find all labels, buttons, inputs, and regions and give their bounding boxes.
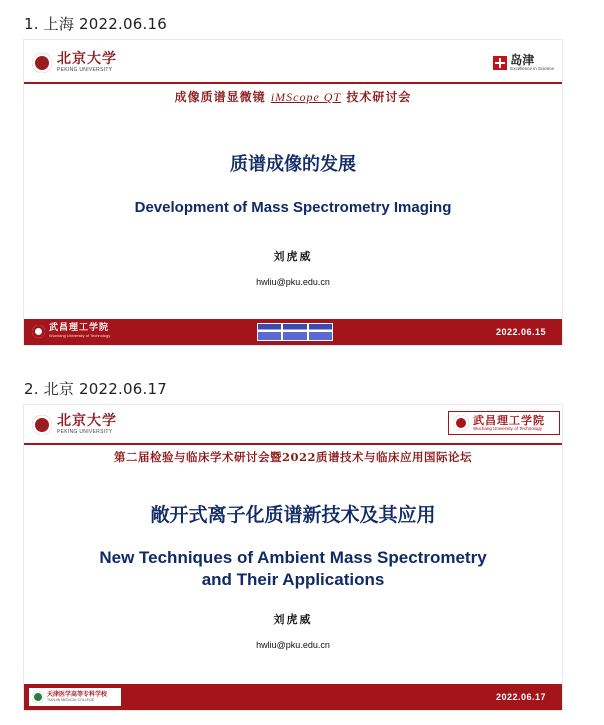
slide-title-en-line1: New Techniques of Ambient Mass Spectrometry: [99, 548, 487, 567]
wuchang-logo: [448, 411, 560, 435]
pku-seal-icon: [32, 53, 52, 73]
tianjin-seal-icon: [32, 691, 44, 703]
section-1-heading: 1. 上海 2022.06.16: [24, 15, 167, 33]
slide-thumbnails: [257, 323, 333, 341]
wuchang-seal-icon: [32, 325, 45, 338]
pku-logo: [32, 52, 117, 73]
footer-logo-en: Wuchang University of Technology: [49, 333, 111, 338]
shimadzu-name: 岛津: [510, 53, 535, 67]
author-email: hwliu@pku.edu.cn: [256, 640, 330, 650]
wuchang-name-cn: 武昌理工学院: [473, 413, 545, 427]
conference-pre: 成像质谱显微镜: [174, 90, 271, 104]
conference-name: 第二届检验与临床学术研讨会暨2022质谱技术与临床应用国际论坛: [113, 450, 472, 464]
pku-logo: [32, 414, 117, 435]
pku-name-en: PEKING UNIVERSITY: [57, 429, 113, 435]
conference-name: [24, 88, 562, 105]
pku-seal-icon: [32, 415, 52, 435]
pku-name-cn: 北京大学: [57, 51, 117, 67]
footer-logo: [32, 324, 110, 338]
tianjin-name-en: TIANJIN MEDICAL COLLEGE: [47, 697, 95, 702]
header-rule: [24, 443, 562, 445]
pku-name-en: PEKING UNIVERSITY: [57, 67, 113, 73]
author-email: hwliu@pku.edu.cn: [256, 277, 330, 287]
pku-name-cn: 北京大学: [57, 413, 117, 429]
tianjin-logo: [29, 688, 121, 706]
conference-italic: iMScope QT: [270, 90, 342, 104]
shimadzu-logo: [493, 54, 554, 72]
shimadzu-tagline: Excellence in Science: [510, 66, 554, 71]
section-2-heading: 2. 北京 2022.06.17: [24, 380, 167, 398]
slide-title-cn: 质谱成像的发展: [230, 154, 356, 175]
wuchang-name-en: Wuchang University of Technology: [473, 425, 542, 431]
slide-1: [24, 40, 562, 345]
tianjin-name-cn: 天津医学高等专科学校: [47, 690, 108, 698]
slide-footer: [24, 684, 562, 710]
footer-logo-cn: 武昌理工学院: [49, 323, 110, 333]
shimadzu-cross-icon: [493, 56, 507, 70]
slide-title-cn: 敞开式离子化质谱新技术及其应用: [150, 504, 436, 526]
conference-post: 技术研讨会: [341, 90, 412, 104]
footer-date: 2022.06.17: [495, 692, 546, 702]
wuchang-seal-icon: [453, 415, 469, 431]
slide-footer: [24, 319, 562, 345]
author-name: 刘虎威: [273, 613, 313, 626]
slide-title-en-line2: and Their Applications: [201, 570, 385, 589]
slide-title-en: Development of Mass Spectrometry Imaging: [134, 199, 452, 216]
author-name: 刘虎威: [273, 250, 313, 263]
footer-date: 2022.06.15: [495, 327, 546, 337]
header-rule: [24, 82, 562, 84]
slide-2: [24, 405, 562, 710]
